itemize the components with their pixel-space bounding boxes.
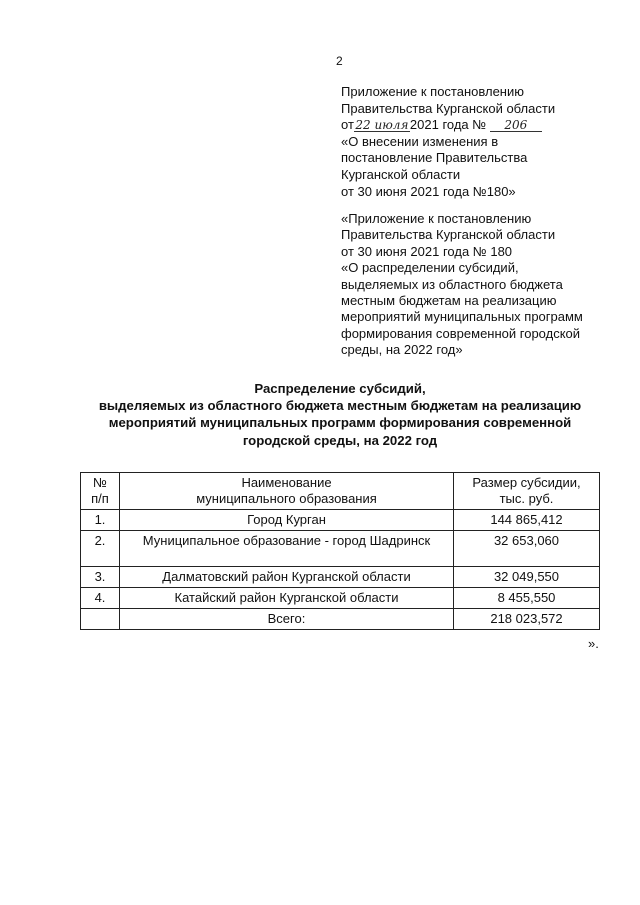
table-row [81, 510, 600, 531]
original-appendix-line: местным бюджетам на реализацию [341, 293, 557, 309]
table-header-row [81, 473, 600, 510]
appendix-date-line [341, 117, 631, 134]
table-row [81, 531, 600, 567]
appendix-line: «О внесении изменения в [341, 133, 499, 149]
heading-line: городской среды, на 2022 год [242, 432, 438, 448]
row-name: Город Курган [120, 510, 454, 531]
subsidy-table [80, 472, 600, 630]
row-name: Муниципальное образование - город Шадринск [120, 531, 454, 567]
appendix-line: постановление Правительства [341, 150, 528, 166]
handwritten-number: 206 [490, 119, 542, 132]
original-appendix-line: мероприятий муниципальных программ [341, 309, 583, 325]
appendix-line: Приложение к постановлению [341, 84, 524, 99]
original-appendix-line: формирования современной городской [341, 325, 581, 341]
header-number-line: № [93, 475, 107, 490]
closing-quote: ». [588, 636, 599, 651]
appendix-ot-prefix: от [341, 117, 354, 133]
total-label: Всего: [120, 609, 454, 630]
header-amount [454, 473, 600, 510]
row-amount: 8 455,550 [454, 588, 600, 609]
appendix-line: от 30 июня 2021 года №180» [341, 183, 516, 199]
appendix-line: Курганской области [341, 166, 461, 182]
total-amount: 218 023,572 [454, 609, 600, 630]
row-amount: 32 049,550 [454, 567, 600, 588]
header-name [120, 473, 454, 510]
row-number: 1. [81, 510, 120, 531]
original-appendix-line: Правительства Курганской области [341, 227, 556, 243]
header-name-line: муниципального образования [196, 491, 377, 506]
header-amount-line: Размер субсидии, [472, 475, 581, 490]
row-amount: 32 653,060 [454, 531, 600, 567]
heading-line: мероприятий муниципальных программ формирования современной [108, 415, 572, 431]
header-number [81, 473, 120, 510]
document-heading [70, 380, 610, 449]
table-row [81, 588, 600, 609]
table-row [81, 567, 600, 588]
original-appendix-line: среды, на 2022 год» [341, 342, 463, 358]
row-number: 4. [81, 588, 120, 609]
heading-line: Распределение субсидий, [254, 381, 426, 396]
total-number-cell [81, 609, 120, 630]
appendix-line: Правительства Курганской области [341, 100, 556, 116]
table-total-row [81, 609, 600, 630]
original-appendix-line: выделяемых из областного бюджета [341, 276, 563, 292]
original-appendix-line: «О распределении субсидий, [341, 260, 519, 276]
handwritten-date: 22 июля [355, 118, 409, 133]
row-name: Далматовский район Курганской области [120, 567, 454, 588]
appendix-year-text: 2021 года № [409, 117, 487, 133]
page-number: 2 [336, 54, 343, 68]
original-appendix-line: от 30 июня 2021 года № 180 [341, 243, 513, 259]
row-amount: 144 865,412 [454, 510, 600, 531]
original-appendix-block [341, 211, 631, 359]
header-number-line: п/п [91, 491, 109, 506]
header-name-line: Наименование [241, 475, 332, 490]
row-name: Катайский район Курганской области [120, 588, 454, 609]
header-amount-line: тыс. руб. [499, 491, 554, 506]
appendix-block [341, 84, 631, 200]
original-appendix-line: «Приложение к постановлению [341, 211, 532, 226]
row-number: 3. [81, 567, 120, 588]
heading-line: выделяемых из областного бюджета местным бюджетам на реализацию [98, 398, 582, 414]
row-number: 2. [81, 531, 120, 567]
